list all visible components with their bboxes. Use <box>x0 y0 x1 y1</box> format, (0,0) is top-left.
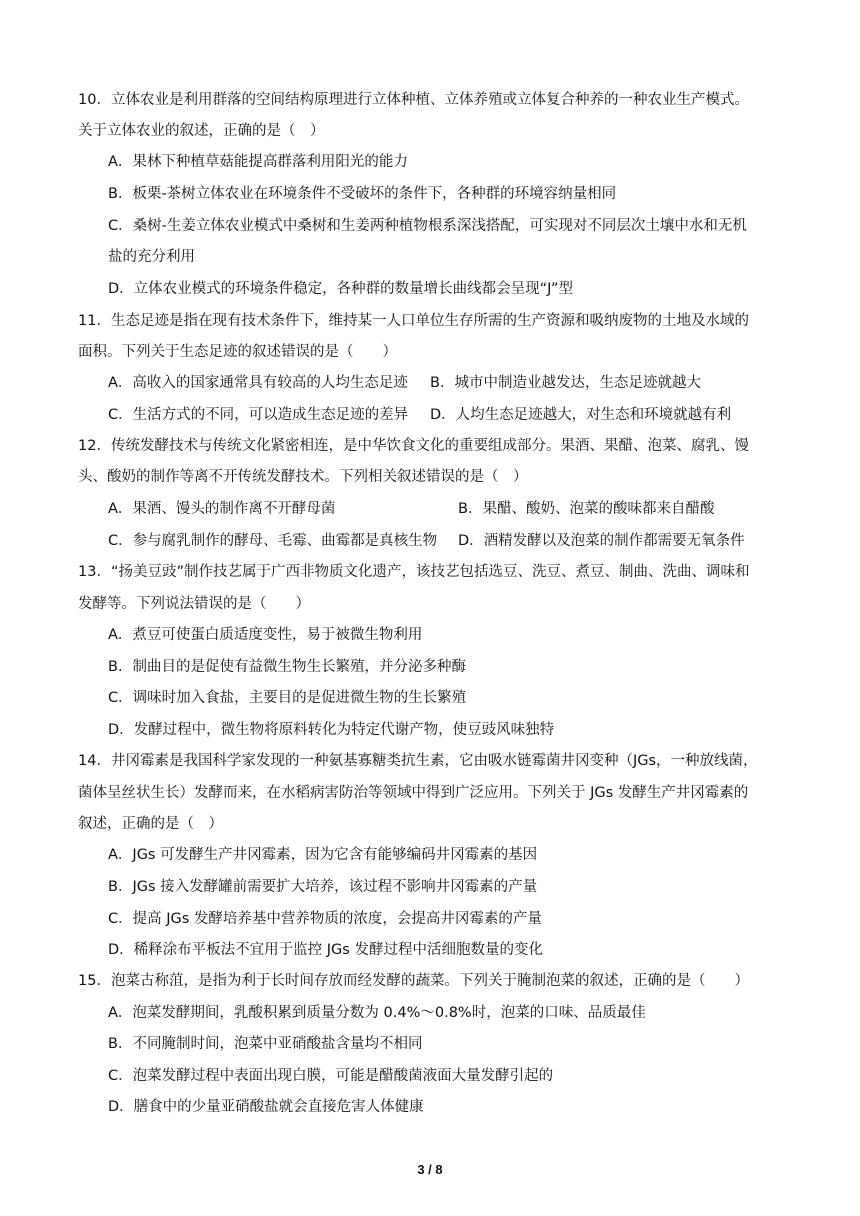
question-stem-line: 15．泡菜古称菹，是指为利于长时间存放而经发酵的蔬菜。下列关于腌制泡菜的叙述，正确的是（ ） <box>78 973 749 989</box>
option-c-continued: 盐的充分利用 <box>108 249 195 265</box>
question-stem-line: 10．立体农业是利用群落的空间结构原理进行立体种植、立体养殖或立体复合种养的一种农业生产模式。 <box>78 92 749 108</box>
option-d: D．膳食中的少量亚硝酸盐就会直接危害人体健康 <box>108 1099 424 1115</box>
option-a: A．果林下种植草菇能提高群落利用阳光的能力 <box>108 154 408 170</box>
question-stem-line: 面积。下列关于生态足迹的叙述错误的是（ ） <box>78 344 397 360</box>
option-b: B．果醋、酸奶、泡菜的酸味都来自醋酸 <box>458 501 715 517</box>
question-stem-line: 叙述，正确的是（ ） <box>78 816 223 832</box>
option-b: B．板栗-茶树立体农业在环境条件不受破坏的条件下，各种群的环境容纳量相同 <box>108 186 617 202</box>
option-a: A．JGs 可发酵生产井冈霉素，因为它含有能够编码井冈霉素的基因 <box>108 847 538 863</box>
option-a: A．高收入的国家通常具有较高的人均生态足迹 <box>108 375 408 391</box>
option-c: C．生活方式的不同，可以造成生态足迹的差异 <box>108 407 409 423</box>
option-d: D．人均生态足迹越大，对生态和环境就越有利 <box>430 407 732 423</box>
option-d: D．发酵过程中，微生物将原料转化为特定代谢产物，使豆豉风味独特 <box>108 722 555 738</box>
question-stem-line: 13．“扬美豆豉”制作技艺属于广西非物质文化遗产，该技艺包括选豆、洗豆、煮豆、制曲、洗曲、调味和 <box>78 564 750 580</box>
option-b: B．制曲目的是促使有益微生物生长繁殖，并分泌多种酶 <box>108 659 466 675</box>
option-d: D．立体农业模式的环境条件稳定，各种群的数量增长曲线都会呈现“J”型 <box>108 281 574 297</box>
option-c: C．参与腐乳制作的酵母、毛霉、曲霉都是真核生物 <box>108 533 438 549</box>
option-d: D．酒精发酵以及泡菜的制作都需要无氧条件 <box>458 533 745 549</box>
question-stem-line: 12．传统发酵技术与传统文化紧密相连，是中华饮食文化的重要组成部分。果酒、果醋、泡菜、腐乳、馒 <box>78 438 749 454</box>
option-c: C．泡菜发酵过程中表面出现白膜，可能是醋酸菌液面大量发酵引起的 <box>108 1068 554 1084</box>
option-c: C．调味时加入食盐，主要目的是促进微生物的生长繁殖 <box>108 690 467 706</box>
question-stem-line: 11．生态足迹是指在现有技术条件下，维持某一人口单位生存所需的生产资源和吸纳废物的土地及水域的 <box>78 313 749 329</box>
option-a: A．果酒、馒头的制作离不开酵母菌 <box>108 501 336 517</box>
question-stem-line: 发酵等。下列说法错误的是（ ） <box>78 596 310 612</box>
page-number: 3 / 8 <box>417 1162 443 1177</box>
option-c: C．提高 JGs 发酵培养基中营养物质的浓度，会提高井冈霉素的产量 <box>108 911 542 927</box>
option-b: B．JGs 接入发酵罐前需要扩大培养，该过程不影响井冈霉素的产量 <box>108 879 538 895</box>
option-b: B．不同腌制时间，泡菜中亚硝酸盐含量均不相同 <box>108 1036 423 1052</box>
question-stem-line: 关于立体农业的叙述，正确的是（ ） <box>78 123 325 139</box>
option-b: B．城市中制造业越发达，生态足迹就越大 <box>430 375 701 391</box>
option-c: C．桑树-生姜立体农业模式中桑树和生姜两种植物根系深浅搭配，可实现对不同层次土壤中水和无机 <box>108 218 747 234</box>
option-d: D．稀释涂布平板法不宜用于监控 JGs 发酵过程中活细胞数量的变化 <box>108 942 543 958</box>
option-a: A．泡菜发酵期间，乳酸积累到质量分数为 0.4%～0.8%时，泡菜的口味、品质最佳 <box>108 1005 646 1021</box>
question-stem-line: 头、酸奶的制作等离不开传统发酵技术。下列相关叙述错误的是（ ） <box>78 469 528 485</box>
option-a: A．煮豆可使蛋白质适度变性，易于被微生物利用 <box>108 627 423 643</box>
question-stem-line: 14．井冈霉素是我国科学家发现的一种氨基寡糖类抗生素，它由吸水链霉菌井冈变种（JGs，一种放线菌， <box>78 753 758 769</box>
question-stem-line: 菌体呈丝状生长）发酵而来，在水稻病害防治等领域中得到广泛应用。下列关于 JGs 发酵生产井冈霉素的 <box>78 785 749 801</box>
